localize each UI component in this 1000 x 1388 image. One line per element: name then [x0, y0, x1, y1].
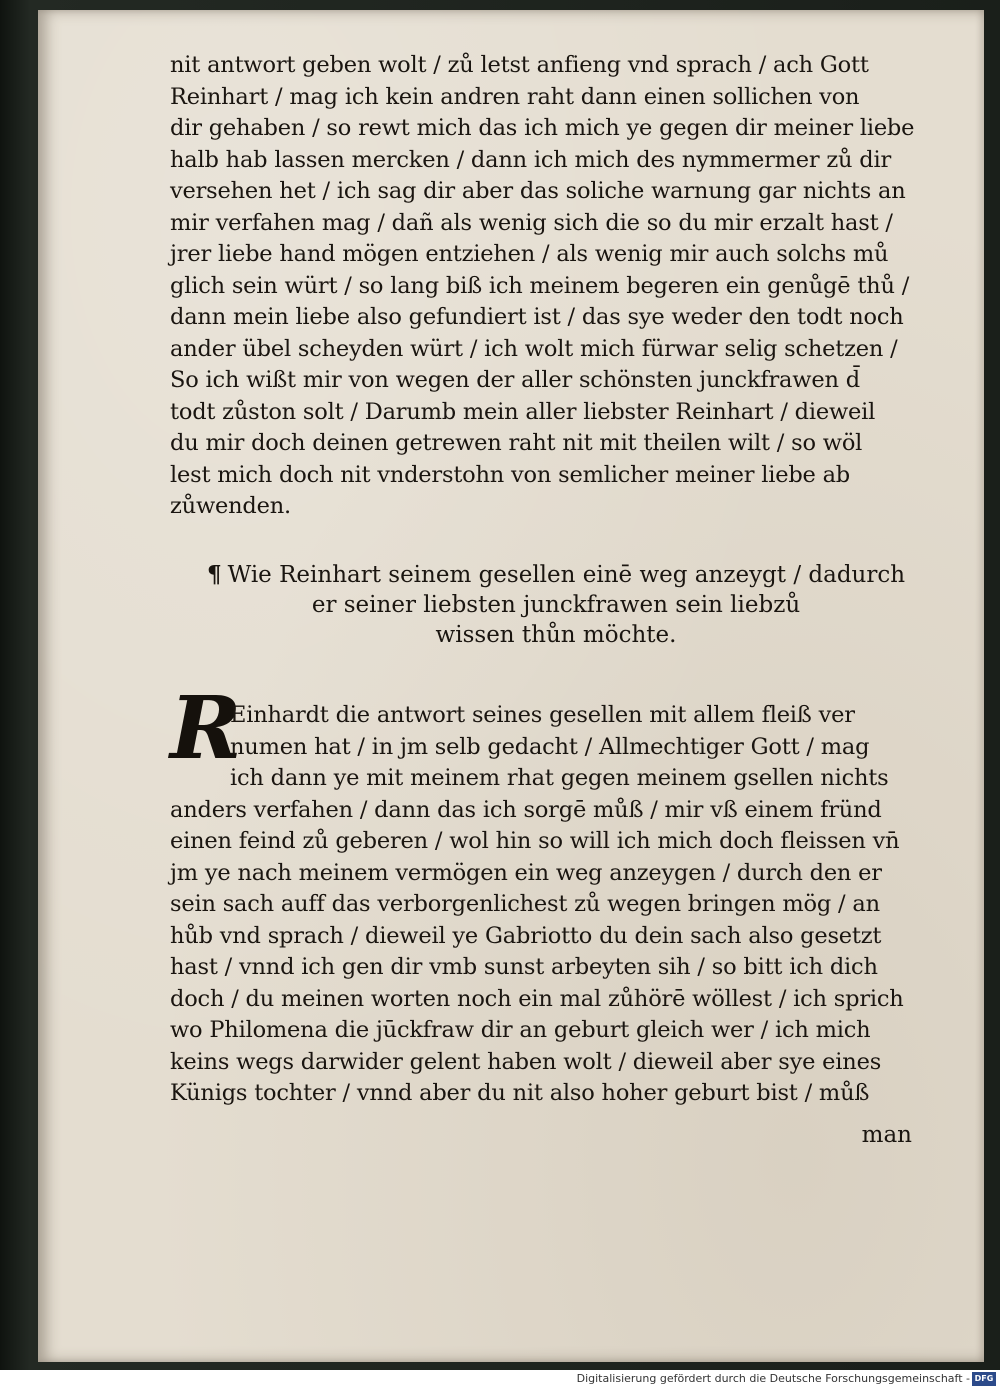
text-line: todt zůston solt / Darumb mein aller liebster Reinhart / dieweil [170, 398, 876, 425]
text-line: hůb vnd sprach / dieweil ye Gabriotto du dein sach also gesetzt [170, 922, 882, 949]
text-line: doch / du meinen worten noch ein mal zůhörē wöllest / ich sprich [170, 985, 904, 1012]
text-line: sein sach auff das verborgenlichest zů wegen bringen mög / an [170, 891, 880, 917]
text-line: einen feind zů geberen / wol hin so will ich mich doch fleissen vn̄ [170, 828, 900, 854]
text-line: du mir doch deinen getrewen raht nit mit theilen wilt / so wöl [170, 430, 863, 456]
text-line: jm ye nach meinem vermögen ein weg anzeygen / durch den er [170, 859, 882, 886]
chapter-heading [200, 560, 912, 650]
text-line: glich sein würt / so lang biß ich meinem begeren ein genůgē thů / [170, 272, 910, 299]
text-line: wo Philomena die jūckfraw dir an geburt gleich wer / ich mich [170, 1017, 871, 1043]
text-line: numen hat / in jm selb gedacht / Allmechtiger Gott / mag [230, 733, 870, 760]
text-line: dir gehaben / so rewt mich das ich mich ye gegen dir meiner liebe [170, 115, 915, 141]
text-line: So ich wißt mir von wegen der aller schönsten junckfrawen d̄ [170, 367, 860, 393]
text-line: versehen het / ich sag dir aber das soliche warnung gar nichts an [170, 178, 906, 204]
text-line: lest mich doch nit vnderstohn von semlicher meiner liebe ab [170, 461, 851, 488]
text-line: jrer liebe hand mögen entziehen / als wenig mir auch solchs mů [170, 241, 889, 267]
heading-line [200, 560, 912, 590]
funding-credit: Digitalisierung gefördert durch die Deutsche Forschungsgemeinschaft - [576, 1372, 970, 1385]
text-line: Einhardt die antwort seines gesellen mit allem fleiß ver [230, 702, 855, 728]
text-line: ich dann ye mit meinem rhat gegen meinem gsellen nichts [230, 765, 889, 791]
text-line: halb hab lassen mercken / dann ich mich des nymmermer zů dir [170, 146, 892, 173]
dfg-logo: DFG [972, 1372, 996, 1386]
text-line: Künigs tochter / vnnd aber du nit also hoher geburt bist / můß [170, 1080, 870, 1106]
decorated-initial: R [170, 678, 242, 779]
text-line: ander übel scheyden würt / ich wolt mich fürwar selig schetzen / [170, 335, 898, 362]
catchword: man [861, 1122, 912, 1148]
text-line: hast / vnnd ich gen dir vmb sunst arbeyten sih / so bitt ich dich [170, 954, 878, 980]
text-line: zůwenden. [170, 493, 291, 519]
heading-text: Wie Reinhart seinem gesellen einē weg anzeygt / dadurch [227, 562, 906, 588]
text-line: Reinhart / mag ich kein andren raht dann einen sollichen von [170, 83, 860, 110]
paragraph-1 [170, 50, 915, 523]
text-line: nit antwort geben wolt / zů letst anfieng vnd sprach / ach Gott [170, 52, 869, 78]
heading-line: wissen thůn möchte. [435, 622, 677, 648]
text-line: keins wegs darwider gelent haben wolt / dieweil aber sye eines [170, 1048, 882, 1075]
text-line: anders verfahen / dann das ich sorgē můß / mir vß einem fründ [170, 796, 882, 823]
pilcrow-mark: ¶ [206, 561, 222, 588]
paragraph-2 [170, 700, 912, 1110]
text-line: dann mein liebe also gefundiert ist / das sye weder den todt noch [170, 304, 904, 330]
heading-line: er seiner liebsten junckfrawen sein liebzů [311, 592, 801, 618]
text-line: mir verfahen mag / dañ als wenig sich die so du mir erzalt hast / [170, 209, 893, 236]
